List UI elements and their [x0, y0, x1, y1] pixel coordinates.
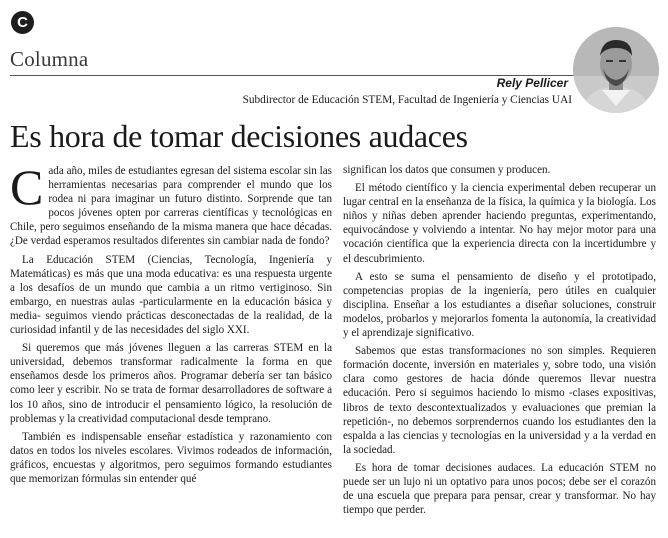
article-paragraph: También es indispensable enseñar estadística y razonamiento con datos en todos los niveles escolares. Vivimos rodeados de información, gráficos, encuestas y algoritmos, pero seguimos formando estudiantes que memorizan fórmulas sin entender qué: [10, 430, 332, 485]
article-paragraph: El método científico y la ciencia experimental deben recuperar un lugar central en la enseñanza de la física, la química y la biología. Los niños y niñas deben aprender haciendo preguntas, experimentando, equivocándose y volviendo a intentar. No hay mejor motor para una vocación científica que la experiencia directa con la incertidumbre y el descubrimiento.: [343, 182, 656, 265]
article-paragraph: significan los datos que consumen y producen.: [343, 164, 551, 176]
article-column-left: [10, 159, 332, 490]
article-paragraph: A esto se suma el pensamiento de diseño y el prototipado, competencias propias de la ingeniería, pero útiles en cualquier disciplina. Enseñar a los estudiantes a diseñar soluciones, construir modelos, probarlos y mejorarlos fomenta la autonomía, la creatividad y el aprendizaje significativo.: [343, 270, 656, 340]
article-paragraph: Cada año, miles de estudiantes egresan del sistema escolar sin las herramientas necesarias para comprender el mundo que los rodea ni para imaginar un futuro distinto. Sorprende que tan pocos jóvenes opten por carreras científicas y tecnológicas en Chile, pero seguimos enseñando de la misma manera que hace décadas. ¿De verdad esperamos resultados diferentes sin cambiar nada de fondo?: [10, 159, 332, 248]
header-divider: [10, 75, 575, 76]
article-paragraph: Es hora de tomar decisiones audaces. La educación STEM no puede ser un lujo ni un optativo para unos pocos; debe ser el corazón de una escuela que prepara para pensar, crear y transformar. No hay tiempo que perder.: [343, 461, 656, 517]
section-title: Columna: [10, 47, 89, 71]
article-column-right: [343, 163, 656, 521]
article-headline: Es hora de tomar decisiones audaces: [10, 118, 468, 154]
author-role: Subdirector de Educación STEM, Facultad de Ingeniería y Ciencias UAI: [242, 94, 572, 106]
article-paragraph: Si queremos que más jóvenes lleguen a las carreras STEM en la universidad, debemos transformar radicalmente la forma en que enseñamos desde los primeros años. Programar debería ser tan básico como leer y escribir. No se trata de formar desarrolladores de software a los 10 años, sino de introducir el pensamiento lógico, la resolución de problemas y la creatividad computacional desde temprano.: [10, 342, 332, 425]
author-name: Rely Pellicer: [496, 76, 568, 90]
article-paragraph: La Educación STEM (Ciencias, Tecnología, Ingeniería y Matemáticas) es más que una moda educativa: es una respuesta urgente a los desafíos de un mundo que cambia a un ritmo vertiginoso. Sin embargo, en nuestras aulas -particularmente en la educación básica y media- seguimos viendo prácticas desconectadas de la realidad, de la curiosidad infantil y de las necesidades del siglo XXI.: [10, 253, 332, 337]
column-badge-icon: C: [11, 11, 34, 34]
drop-cap: C: [10, 159, 44, 215]
article-paragraph: Sabemos que estas transformaciones no son simples. Requieren formación docente, inversión en materiales y, sobre todo, una visión clara como gestores de hacia dónde queremos llevar nuestra educación. Pero si seguimos haciendo lo mismo -clases expositivas, libros de texto descontextualizados y evaluaciones que premian la repetición-, no debemos sorprendernos cuando los estudiantes den la espalda a las ciencias y tecnologías en la universidad y a la verdad en la sociedad.: [343, 345, 656, 456]
author-portrait: [572, 26, 660, 114]
